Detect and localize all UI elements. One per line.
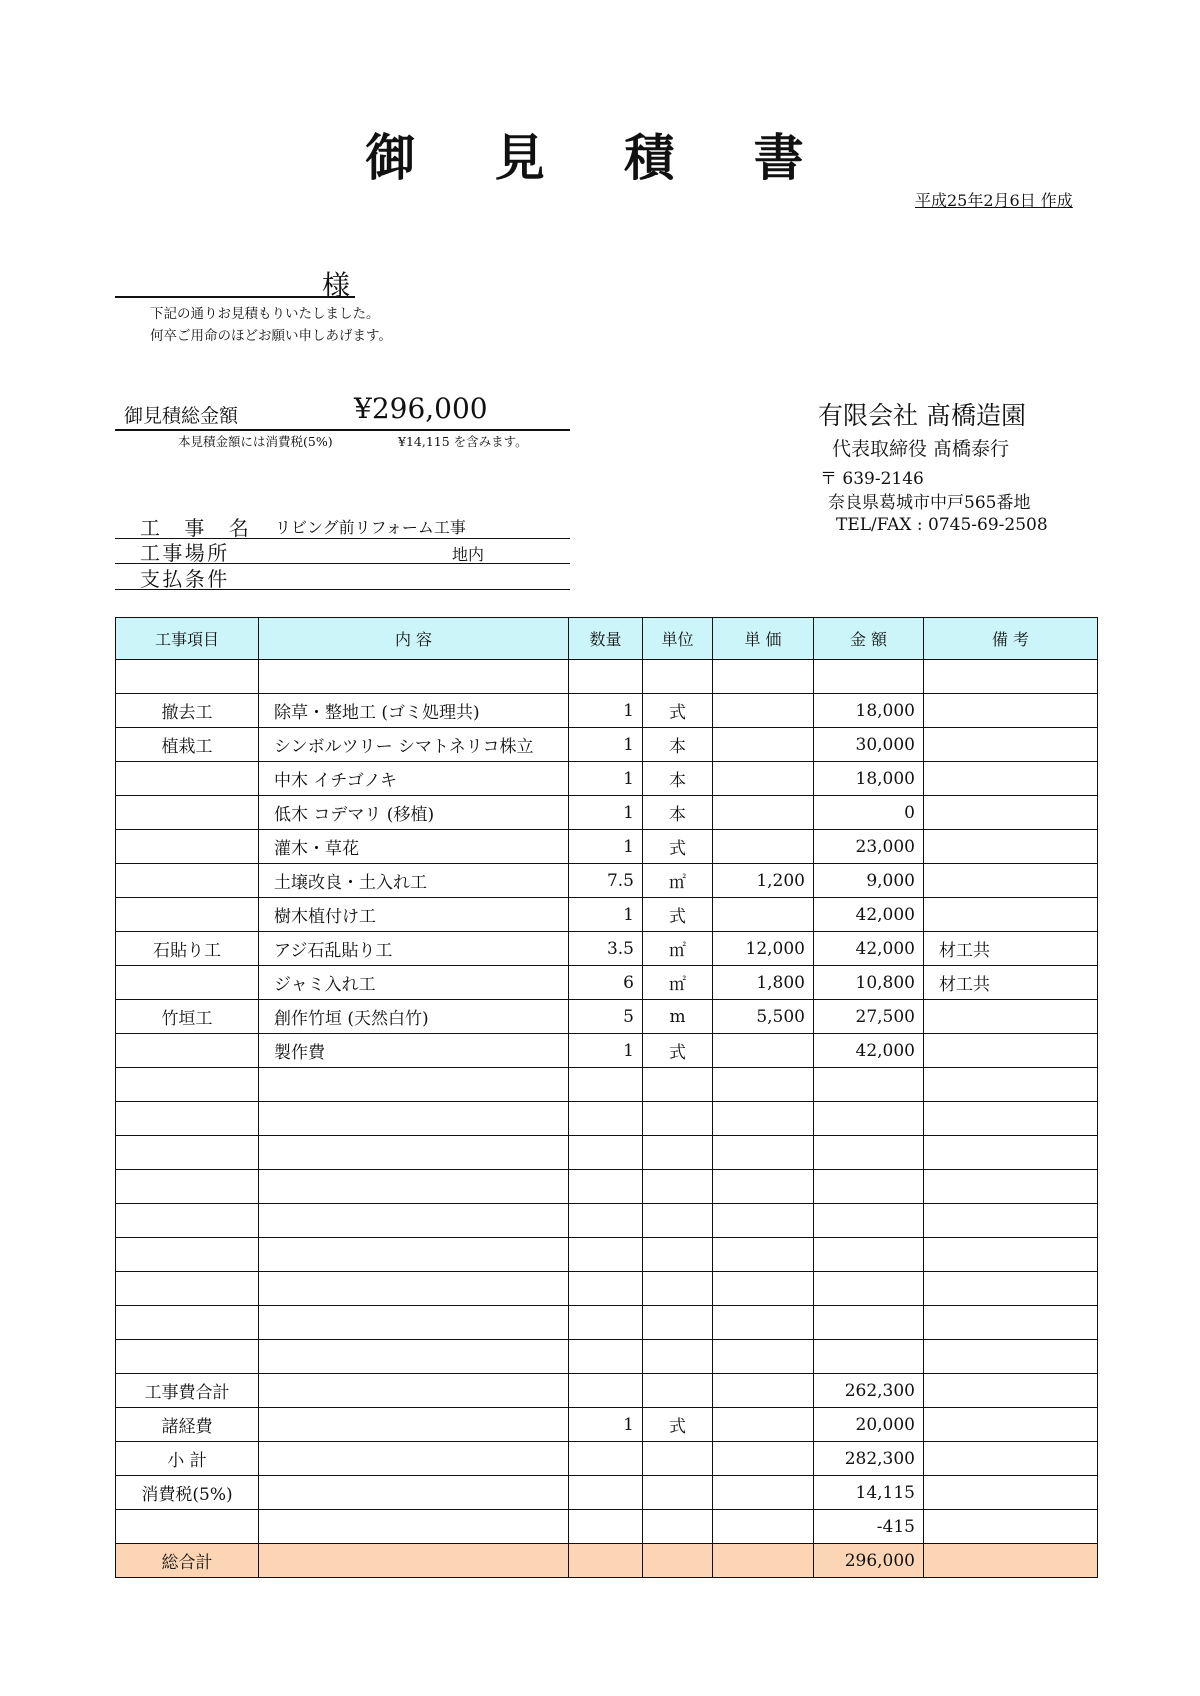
cell-remarks [924, 830, 1098, 864]
company-postal: 〒 639-2146 [820, 469, 924, 489]
table-row [116, 660, 1098, 694]
table-row [116, 1408, 1098, 1442]
table-row [116, 1510, 1098, 1544]
cell-item: 諸経費 [116, 1408, 259, 1442]
cell-amount [814, 1204, 924, 1238]
cell-unit-price [713, 898, 814, 932]
cell-remarks: 材工共 [924, 932, 1098, 966]
cell-unit-price [713, 694, 814, 728]
cell-unit-price [713, 1306, 814, 1340]
cell-item [116, 1272, 259, 1306]
cell-amount: 42,000 [814, 1034, 924, 1068]
cell-unit-price [713, 796, 814, 830]
cell-item [116, 660, 259, 694]
cell-item [116, 1034, 259, 1068]
table-row [116, 1306, 1098, 1340]
cell-quantity [569, 1510, 643, 1544]
cell-remarks [924, 1102, 1098, 1136]
total-amount: ¥296,000 [354, 392, 488, 425]
cell-content: 土壌改良・土入れ工 [259, 864, 569, 898]
cell-amount: 262,300 [814, 1374, 924, 1408]
cell-unit: 式 [643, 830, 713, 864]
payment-terms-underline [115, 589, 570, 590]
project-name-value: リビング前リフォーム工事 [275, 518, 466, 537]
header-item: 工事項目 [116, 618, 259, 660]
cell-content [259, 1102, 569, 1136]
cell-item: 消費税(5%) [116, 1476, 259, 1510]
cell-amount: 27,500 [814, 1000, 924, 1034]
cell-content [259, 1408, 569, 1442]
cell-unit [643, 1306, 713, 1340]
cell-unit [643, 1238, 713, 1272]
table-body [116, 660, 1098, 1578]
cell-remarks [924, 1204, 1098, 1238]
cell-unit: ㎡ [643, 864, 713, 898]
cell-quantity [569, 1272, 643, 1306]
cell-unit: 式 [643, 694, 713, 728]
cell-amount: 14,115 [814, 1476, 924, 1510]
estimate-table [115, 617, 1098, 1578]
cell-item [116, 1170, 259, 1204]
cell-amount [814, 1170, 924, 1204]
cell-remarks [924, 1408, 1098, 1442]
cell-quantity: 1 [569, 762, 643, 796]
cell-item [116, 1068, 259, 1102]
cell-remarks [924, 898, 1098, 932]
cell-content: 製作費 [259, 1034, 569, 1068]
cell-unit-price [713, 1238, 814, 1272]
cell-content [259, 1306, 569, 1340]
cell-unit [643, 1136, 713, 1170]
table-row [116, 1442, 1098, 1476]
cell-item [116, 898, 259, 932]
cell-unit [643, 1544, 713, 1578]
cell-item [116, 1102, 259, 1136]
cell-unit-price: 5,500 [713, 1000, 814, 1034]
cell-content [259, 660, 569, 694]
table-row [116, 1170, 1098, 1204]
cell-amount [814, 660, 924, 694]
cell-amount [814, 1068, 924, 1102]
cell-amount [814, 1340, 924, 1374]
cell-amount: 0 [814, 796, 924, 830]
table-row [116, 1102, 1098, 1136]
cell-quantity: 1 [569, 830, 643, 864]
cell-amount: 282,300 [814, 1442, 924, 1476]
cell-unit [643, 1476, 713, 1510]
cell-unit-price [713, 1102, 814, 1136]
cell-amount: 296,000 [814, 1544, 924, 1578]
table-row [116, 762, 1098, 796]
header-quantity: 数量 [569, 618, 643, 660]
cell-remarks [924, 1034, 1098, 1068]
cell-amount: -415 [814, 1510, 924, 1544]
cell-content [259, 1340, 569, 1374]
cell-item [116, 1136, 259, 1170]
header-unit: 単位 [643, 618, 713, 660]
project-site-label: 工事場所 [140, 541, 230, 565]
payment-terms-label: 支払条件 [140, 567, 230, 591]
intro-line-2: 何卒ご用命のほどお願い申しあげます。 [150, 328, 392, 344]
cell-remarks [924, 762, 1098, 796]
recipient-suffix: 様 [322, 269, 351, 302]
cell-unit-price [713, 1034, 814, 1068]
cell-content [259, 1476, 569, 1510]
cell-amount: 30,000 [814, 728, 924, 762]
table-row [116, 1136, 1098, 1170]
cell-unit-price [713, 1136, 814, 1170]
header-content: 内 容 [259, 618, 569, 660]
cell-amount [814, 1136, 924, 1170]
cell-unit-price: 1,800 [713, 966, 814, 1000]
table-row [116, 1340, 1098, 1374]
cell-unit: ㎡ [643, 966, 713, 1000]
cell-remarks [924, 1272, 1098, 1306]
cell-item [116, 1510, 259, 1544]
cell-quantity [569, 1238, 643, 1272]
company-address: 奈良県葛城市中戸565番地 [828, 493, 1031, 513]
cell-amount: 20,000 [814, 1408, 924, 1442]
cell-quantity [569, 1544, 643, 1578]
cell-quantity [569, 1374, 643, 1408]
cell-remarks [924, 1510, 1098, 1544]
cell-unit-price [713, 1476, 814, 1510]
cell-quantity [569, 1204, 643, 1238]
cell-remarks [924, 1476, 1098, 1510]
cell-unit-price [713, 1340, 814, 1374]
cell-unit [643, 1170, 713, 1204]
cell-unit: 本 [643, 728, 713, 762]
table-row [116, 932, 1098, 966]
cell-item: 工事費合計 [116, 1374, 259, 1408]
cell-quantity [569, 1136, 643, 1170]
cell-unit [643, 1340, 713, 1374]
table-row [116, 728, 1098, 762]
total-underline [115, 429, 570, 431]
cell-content: ジャミ入れ工 [259, 966, 569, 1000]
cell-unit-price [713, 762, 814, 796]
cell-item [116, 1204, 259, 1238]
cell-content: 灌木・草花 [259, 830, 569, 864]
table-row [116, 864, 1098, 898]
company-tel-fax: TEL/FAX : 0745-69-2508 [836, 515, 1048, 535]
cell-content [259, 1068, 569, 1102]
project-site-value: 地内 [452, 545, 485, 564]
cell-content: アジ石乱貼り工 [259, 932, 569, 966]
cell-amount: 9,000 [814, 864, 924, 898]
cell-item: 植栽工 [116, 728, 259, 762]
cell-quantity [569, 1068, 643, 1102]
cell-unit: 本 [643, 796, 713, 830]
cell-quantity: 1 [569, 1034, 643, 1068]
cell-remarks [924, 1068, 1098, 1102]
table-row [116, 1204, 1098, 1238]
cell-quantity [569, 1340, 643, 1374]
cell-content [259, 1238, 569, 1272]
created-date: 平成25年2月6日 作成 [915, 191, 1073, 210]
table-row [116, 1272, 1098, 1306]
cell-amount: 18,000 [814, 762, 924, 796]
header-amount: 金 額 [814, 618, 924, 660]
cell-unit-price: 12,000 [713, 932, 814, 966]
cell-remarks [924, 694, 1098, 728]
cell-unit: 式 [643, 1034, 713, 1068]
cell-unit-price [713, 1272, 814, 1306]
cell-item: 総合計 [116, 1544, 259, 1578]
cell-content [259, 1170, 569, 1204]
cell-amount: 42,000 [814, 898, 924, 932]
project-name-label: 工 事 名 [140, 516, 258, 540]
cell-quantity: 1 [569, 898, 643, 932]
cell-content [259, 1510, 569, 1544]
cell-content [259, 1442, 569, 1476]
cell-unit: 本 [643, 762, 713, 796]
cell-quantity: 5 [569, 1000, 643, 1034]
cell-quantity [569, 660, 643, 694]
cell-content [259, 1544, 569, 1578]
total-label: 御見積総金額 [124, 405, 239, 427]
cell-remarks [924, 1442, 1098, 1476]
cell-item [116, 1306, 259, 1340]
cell-item [116, 796, 259, 830]
company-name: 有限会社 髙橋造園 [818, 401, 1026, 430]
cell-remarks [924, 796, 1098, 830]
cell-content [259, 1204, 569, 1238]
cell-remarks: 材工共 [924, 966, 1098, 1000]
cell-quantity [569, 1170, 643, 1204]
cell-unit-price [713, 1204, 814, 1238]
cell-quantity [569, 1102, 643, 1136]
cell-item [116, 966, 259, 1000]
table-row [116, 1034, 1098, 1068]
cell-content: 樹木植付け工 [259, 898, 569, 932]
cell-unit: 式 [643, 898, 713, 932]
cell-unit-price [713, 728, 814, 762]
cell-quantity [569, 1442, 643, 1476]
cell-unit-price [713, 1170, 814, 1204]
cell-item [116, 1340, 259, 1374]
cell-item [116, 830, 259, 864]
table-row [116, 1374, 1098, 1408]
cell-amount [814, 1102, 924, 1136]
cell-unit-price [713, 1442, 814, 1476]
cell-content [259, 1272, 569, 1306]
cell-unit: ㎡ [643, 932, 713, 966]
cell-quantity [569, 1306, 643, 1340]
cell-quantity: 1 [569, 694, 643, 728]
cell-item [116, 762, 259, 796]
cell-unit-price [713, 1544, 814, 1578]
cell-remarks [924, 660, 1098, 694]
cell-quantity: 7.5 [569, 864, 643, 898]
intro-line-1: 下記の通りお見積もりいたしました。 [150, 306, 380, 322]
cell-unit [643, 1374, 713, 1408]
cell-unit [643, 660, 713, 694]
cell-remarks [924, 728, 1098, 762]
cell-quantity [569, 1476, 643, 1510]
cell-remarks [924, 1340, 1098, 1374]
cell-unit-price [713, 660, 814, 694]
cell-amount: 42,000 [814, 932, 924, 966]
table-row [116, 694, 1098, 728]
cell-remarks [924, 1136, 1098, 1170]
cell-content: 低木 コデマリ (移植) [259, 796, 569, 830]
cell-unit-price [713, 1068, 814, 1102]
cell-content: 創作竹垣 (天然白竹) [259, 1000, 569, 1034]
cell-content: シンボルツリー シマトネリコ株立 [259, 728, 569, 762]
cell-amount: 23,000 [814, 830, 924, 864]
cell-amount [814, 1306, 924, 1340]
table-row [116, 796, 1098, 830]
cell-remarks [924, 1238, 1098, 1272]
table-row [116, 1000, 1098, 1034]
cell-item: 小 計 [116, 1442, 259, 1476]
cell-remarks [924, 1306, 1098, 1340]
cell-quantity: 1 [569, 796, 643, 830]
cell-remarks [924, 864, 1098, 898]
cell-amount: 18,000 [814, 694, 924, 728]
table-header-row [116, 618, 1098, 660]
cell-amount [814, 1272, 924, 1306]
cell-content: 中木 イチゴノキ [259, 762, 569, 796]
cell-content [259, 1374, 569, 1408]
cell-content [259, 1136, 569, 1170]
cell-unit-price [713, 1510, 814, 1544]
grand-total-row [116, 1544, 1098, 1578]
cell-amount [814, 1238, 924, 1272]
table-row [116, 1238, 1098, 1272]
cell-quantity: 1 [569, 1408, 643, 1442]
document-title: 御 見 積 書 [365, 129, 835, 187]
company-representative: 代表取締役 髙橋泰行 [832, 438, 1010, 460]
cell-item [116, 864, 259, 898]
cell-remarks [924, 1170, 1098, 1204]
cell-content: 除草・整地工 (ゴミ処理共) [259, 694, 569, 728]
tax-note: 本見積金額には消費税(5%) [178, 434, 333, 449]
cell-unit [643, 1204, 713, 1238]
cell-unit [643, 1068, 713, 1102]
cell-unit-price [713, 1374, 814, 1408]
table-row [116, 830, 1098, 864]
cell-unit [643, 1510, 713, 1544]
cell-unit [643, 1442, 713, 1476]
header-remarks: 備 考 [924, 618, 1098, 660]
cell-remarks [924, 1374, 1098, 1408]
tax-amount: ¥14,115 を含みます。 [398, 434, 528, 449]
cell-remarks [924, 1544, 1098, 1578]
cell-remarks [924, 1000, 1098, 1034]
table-row [116, 898, 1098, 932]
cell-unit: 式 [643, 1408, 713, 1442]
cell-item: 石貼り工 [116, 932, 259, 966]
cell-item: 撤去工 [116, 694, 259, 728]
cell-quantity: 1 [569, 728, 643, 762]
cell-quantity: 6 [569, 966, 643, 1000]
cell-item: 竹垣工 [116, 1000, 259, 1034]
table-row [116, 1068, 1098, 1102]
table-row [116, 966, 1098, 1000]
recipient-underline [115, 296, 355, 298]
cell-unit [643, 1272, 713, 1306]
cell-unit-price: 1,200 [713, 864, 814, 898]
header-unit-price: 単 価 [713, 618, 814, 660]
cell-unit: m [643, 1000, 713, 1034]
table-row [116, 1476, 1098, 1510]
cell-unit-price [713, 830, 814, 864]
cell-unit [643, 1102, 713, 1136]
cell-amount: 10,800 [814, 966, 924, 1000]
cell-quantity: 3.5 [569, 932, 643, 966]
cell-item [116, 1238, 259, 1272]
cell-unit-price [713, 1408, 814, 1442]
